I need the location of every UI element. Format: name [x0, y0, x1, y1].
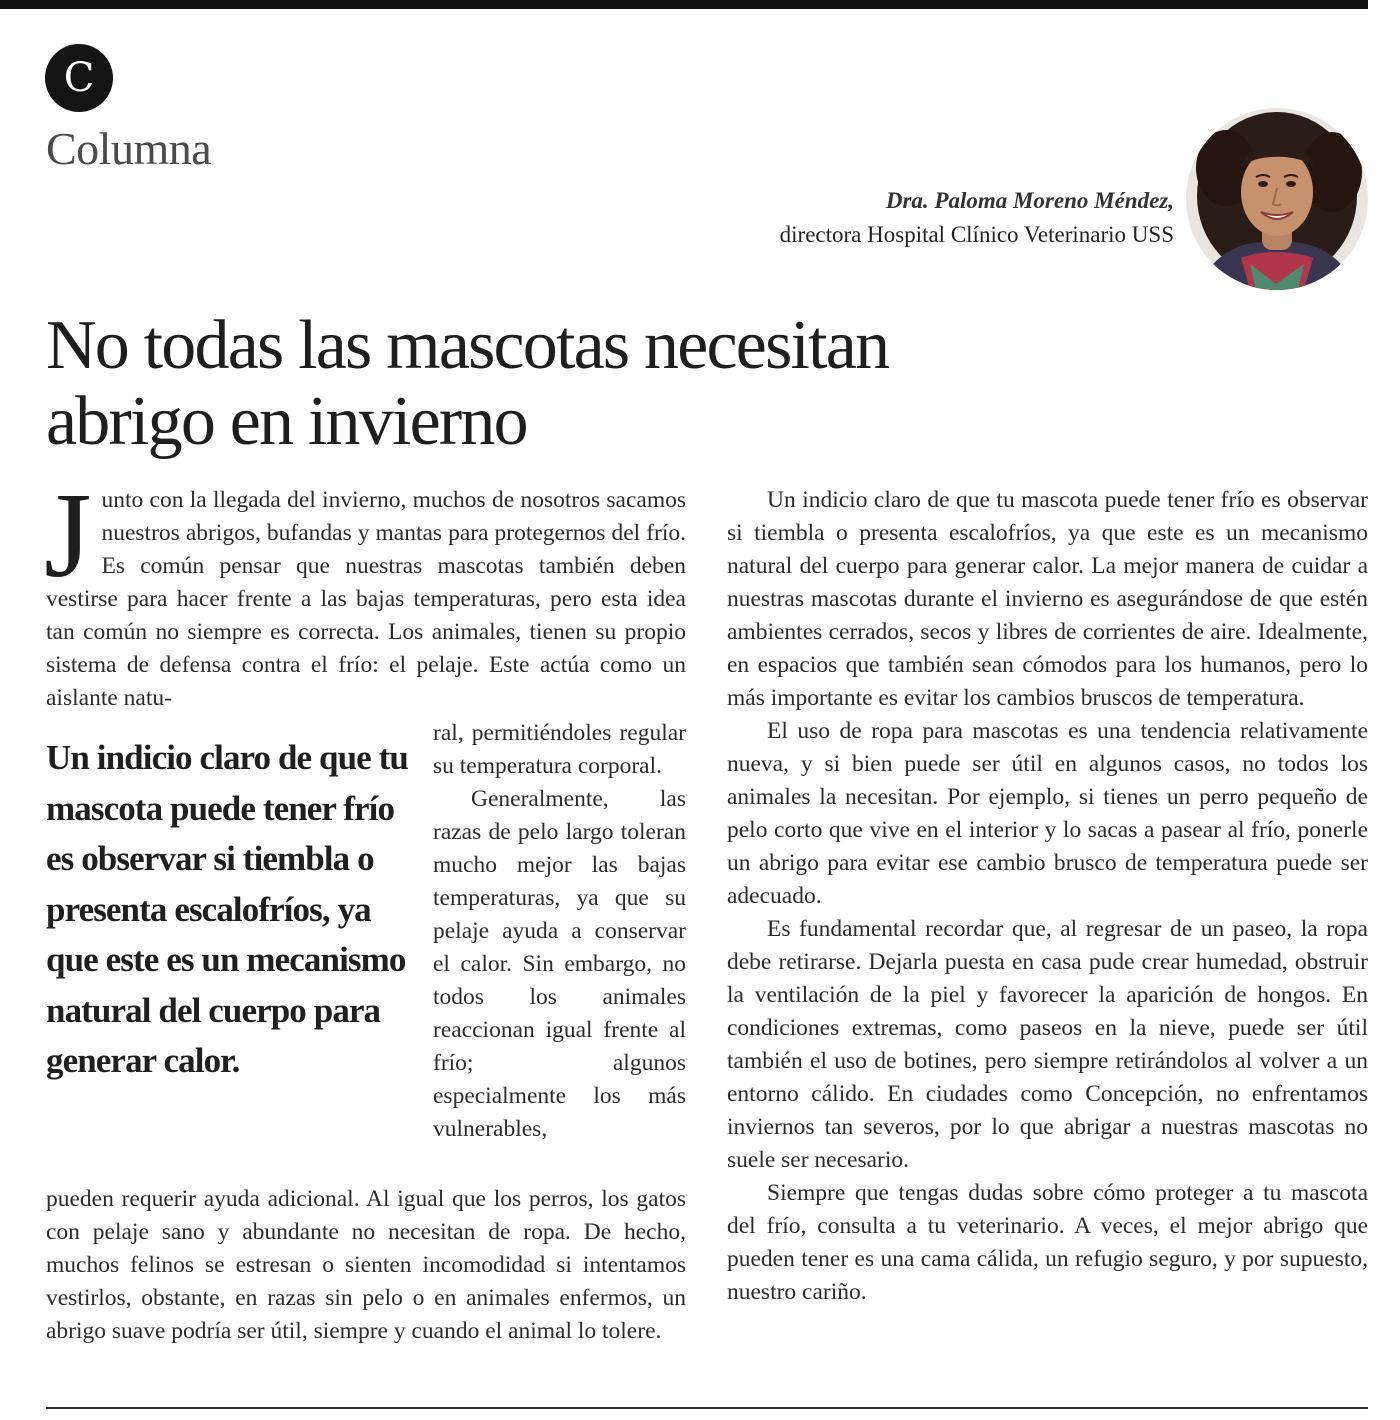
bottom-rule [46, 1407, 1368, 1409]
headline [46, 308, 1146, 460]
paragraph-2-bottom: pueden requerir ayuda adicional. Al igual que los perros, los gatos con pelaje sano y abundante no necesitan de ropa. De hecho, muchos felinos se estresan o sienten incomodidad si intentamos vestirlos, obstante, en razas sin pelo o en animales enfermos, un abrigo suave podría ser útil, siempre y cuando el animal lo tolere. [46, 1186, 686, 1344]
drop-cap: J [44, 468, 92, 603]
paragraph-5: Es fundamental recordar que, al regresar de un paseo, la ropa debe retirarse. Dejarla puesta en casa pude crear humedad, obstruir la ventilación de la piel y favorecer la aparición de hongos. En condiciones extremas, como paseos en la nieve, puede ser útil también el uso de botines, pero siempre retirándolos al volver a un entorno cálido. En ciudades como Concepción, no enfrentamos inviernos tan severos, por lo que abrigar a nuestras mascotas no suele ser necesario. [727, 916, 1368, 1173]
top-rule [0, 0, 1368, 9]
pull-quote: Un indicio claro de que tu mascota puede tener frío es observar si tiembla o presenta escalofríos, ya que este es un mecanismo natural del cuerpo para generar calor. [46, 738, 408, 1080]
paragraph-1-top-text: unto con la llegada del invierno, muchos de nosotros sacamos nuestros abrigos, bufandas y mantas para protegernos del frío. Es común pensar que nuestras mascotas también deben vestirse para hacer frente a las bajas temperaturas, pero esta idea tan común no siempre es correcta. Los animales, tienen su propio sistema de defensa contra el frío: el pelaje. Este actúa como un aislante natu- [46, 487, 686, 711]
section-label: Columna [46, 123, 212, 174]
article-narrow-column [433, 717, 686, 1146]
section-badge-letter: C [63, 55, 95, 101]
article-paragraph-2-bottom [46, 1183, 686, 1348]
section-badge-icon [45, 44, 113, 112]
paragraph-3: Un indicio claro de que tu mascota puede tener frío es observar si tiembla o presenta escalofríos, ya que este es un mecanismo natural del cuerpo para generar calor. La mejor manera de cuidar a nuestras mascotas durante el invierno es asegurándose de que estén ambientes cerrados, secos y libres de corrientes de aire. Idealmente, en espacios que también sean cómodos para los humanos, pero lo más importante es evitar los cambios bruscos de temperatura. [727, 487, 1368, 711]
article-right-column [727, 484, 1368, 1309]
headline-line-1: No todas las mascotas necesitan [46, 307, 889, 384]
headline-line-2: abrigo en invierno [46, 383, 527, 460]
author-name: Dra. Paloma Moreno Méndez, [885, 188, 1174, 213]
paragraph-4: El uso de ropa para mascotas es una tendencia relativamente nueva, y si bien puede ser útil en algunos casos, no todos los animales la necesitan. Por ejemplo, si tienes un perro pequeño de pelo corto que vive en el interior y lo sacas a pasear al frío, ponerle un abrigo para evitar ese cambio brusco de temperatura puede ser adecuado. [727, 718, 1368, 909]
paragraph-6: Siempre que tengas dudas sobre cómo proteger a tu mascota del frío, consulta a tu veterinario. A veces, el mejor abrigo que pueden tener es una cama cálida, un refugio seguro, y por supuesto, nuestro cariño. [727, 1180, 1368, 1305]
article-paragraph-1-top [44, 468, 686, 715]
byline [780, 184, 1174, 252]
paragraph-2-narrow: Generalmente, las razas de pelo largo toleran mucho mejor las bajas temperaturas, ya que su pelaje ayuda a conservar el calor. Sin embargo, no todos los animales reaccionan igual frente al frío; algunos especialmente los más vulnerables, [433, 786, 686, 1142]
author-role: directora Hospital Clínico Veterinario USS [779, 222, 1174, 247]
paragraph-1-narrow: ral, permitiéndoles regular su temperatura corporal. [433, 720, 686, 779]
author-portrait-icon [1186, 108, 1368, 290]
